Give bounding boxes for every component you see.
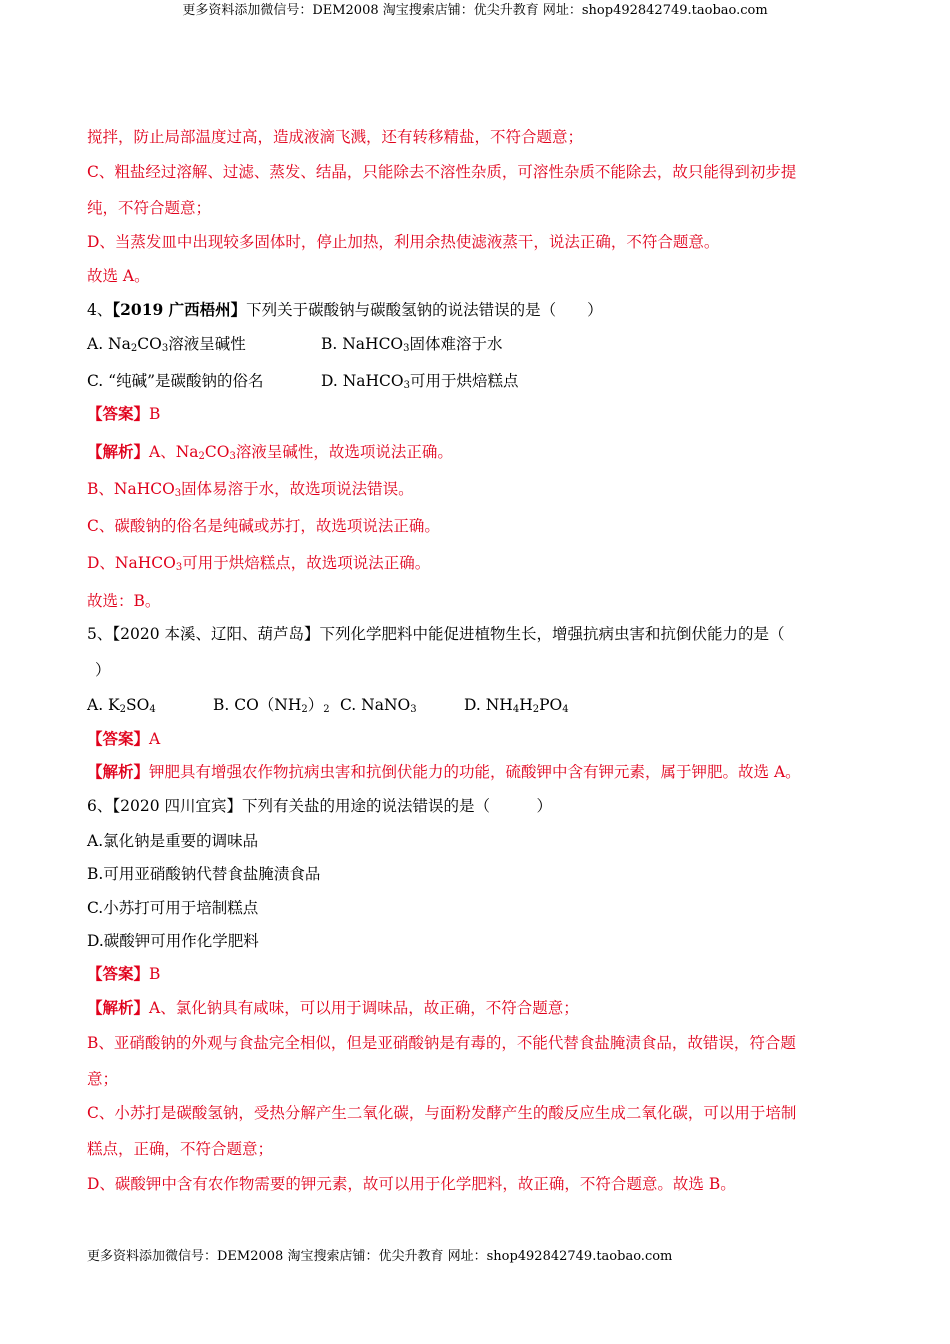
q5-number: 5、	[87, 625, 113, 643]
q5-analysis: 【解析】钾肥具有增强农作物抗病虫害和抗倒伏能力的功能，硫酸钾中含有钾元素，属于钾肥。故选 A。	[87, 762, 801, 781]
answer-value: B	[149, 965, 161, 983]
q3-analysis-line2: C、粗盐经过溶解、过滤、蒸发、结晶，只能除去不溶性杂质，可溶性杂质不能除去，故只能得到初步提	[87, 163, 797, 181]
q3-analysis-line1: 搅拌，防止局部温度过高，造成液滴飞溅，还有转移精盐，不符合题意；	[87, 128, 584, 146]
q5-question	[87, 623, 785, 645]
q6-question	[87, 795, 552, 817]
q6-analysis-c-line2: 糕点，正确，不符合题意；	[87, 1140, 274, 1158]
q6-analysis-b-line2: 意；	[87, 1070, 119, 1088]
q3-analysis-line3: 纯，不符合题意；	[87, 199, 212, 217]
q6-number: 6、	[87, 797, 113, 815]
answer-value: B	[149, 405, 161, 423]
q3-conclusion: 故选 A。	[87, 267, 150, 285]
q4-conclusion: 故选：B。	[87, 592, 161, 610]
answer-label: 【答案】	[87, 404, 150, 423]
q4-option-a: A. $Na_2CO_3$溶液呈碱性	[87, 335, 246, 354]
analysis-label: 【解析】	[87, 442, 150, 461]
answer-label: 【答案】	[87, 729, 150, 748]
q6-answer	[87, 963, 160, 985]
q5-stem: 下列化学肥料中能促进植物生长，增强抗病虫害和抗倒伏能力的是（	[319, 625, 785, 643]
q6-analysis-a: 【解析】A、氯化钠具有咸味，可以用于调味品，故正确，不符合题意；	[87, 998, 579, 1017]
q5-source: 【2020 本溪、辽阳、葫芦岛】	[112, 625, 320, 643]
q6-option-d: D.碳酸钾可用作化学肥料	[87, 932, 259, 950]
q6-stem: 下列有关盐的用途的说法错误的是（ ）	[242, 797, 553, 815]
q6-analysis-c-line1: C、小苏打是碳酸氢钠，受热分解产生二氧化碳，与面粉发酵产生的酸反应生成二氧化碳，可以用于培制	[87, 1104, 797, 1122]
q6-option-b: B.可用亚硝酸钠代替食盐腌渍食品	[87, 865, 321, 883]
page-footer: 更多资料添加微信号：DEM2008 淘宝搜索店铺：优尖升教育 网址：shop492842749.taobao.com	[87, 1249, 673, 1264]
q6-analysis-d: D、碳酸钾中含有农作物需要的钾元素，故可以用于化学肥料，故正确，不符合题意。故选 B。	[87, 1175, 736, 1193]
q5-option-a: A. $K_2SO_4$	[87, 696, 156, 715]
q4-question	[87, 299, 603, 321]
q4-option-d: D. NaHCO$_3$可用于烘焙糕点	[321, 372, 519, 391]
q4-number: 4、	[87, 301, 113, 319]
q4-stem: 下列关于碳酸钠与碳酸氢钠的说法错误的是（ ）	[246, 301, 603, 319]
q5-stem-end: ）	[95, 661, 111, 679]
q5-option-c: C. NaNO$_3$	[340, 696, 417, 715]
q4-answer	[87, 403, 160, 425]
page-header: 更多资料添加微信号：DEM2008 淘宝搜索店铺：优尖升教育 网址：shop492842749.taobao.com	[182, 3, 768, 18]
analysis-label: 【解析】	[87, 998, 150, 1017]
q4-option-b: B. NaHCO$_3$固体难溶于水	[321, 335, 503, 354]
answer-value: A	[149, 730, 161, 748]
q4-analysis-c: C、碳酸钠的俗名是纯碱或苏打，故选项说法正确。	[87, 517, 440, 535]
q5-answer	[87, 728, 160, 750]
answer-label: 【答案】	[87, 964, 150, 983]
q4-analysis-a: 【解析】A、$Na_2CO_3$溶液呈碱性，故选项说法正确。	[87, 442, 453, 462]
analysis-label: 【解析】	[87, 762, 150, 781]
q5-option-b: B. $CO(NH_2)_2$	[213, 696, 330, 715]
q5-option-d: D. $NH_4H_2PO_4$	[464, 696, 569, 715]
q6-source: 【2020 四川宜宾】	[112, 797, 242, 815]
q4-analysis-b: B、NaHCO$_3$固体易溶于水，故选项说法错误。	[87, 480, 414, 499]
q4-source: 【2019 广西梧州】	[112, 300, 247, 319]
q4-option-c: C. “纯碱”是碳酸钠的俗名	[87, 372, 264, 390]
q6-option-c: C.小苏打可用于培制糕点	[87, 899, 259, 917]
q6-option-a: A.氯化钠是重要的调味品	[87, 832, 259, 850]
q6-analysis-b-line1: B、亚硝酸钠的外观与食盐完全相似，但是亚硝酸钠是有毒的，不能代替食盐腌渍食品，故错误，符合题	[87, 1034, 796, 1052]
q4-analysis-d: D、NaHCO$_3$可用于烘焙糕点，故选项说法正确。	[87, 554, 431, 573]
q3-analysis-line4: D、当蒸发皿中出现较多固体时，停止加热，利用余热使滤液蒸干，说法正确，不符合题意。	[87, 233, 720, 251]
